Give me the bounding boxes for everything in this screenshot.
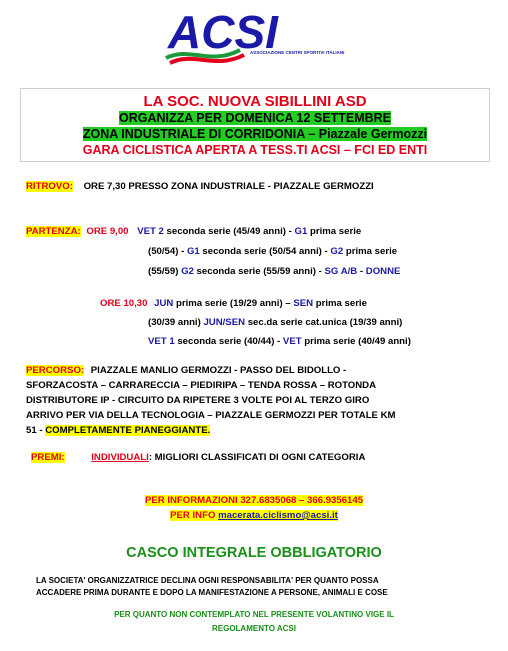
info-line-1: PER INFORMAZIONI 327.6835068 – 366.9356145 — [144, 495, 364, 506]
partenza-row-5: (30/39 anni) JUN/SEN sec.da serie cat.unica (19/39 anni) — [148, 317, 403, 328]
partenza-row-2: (50/54) - G1 seconda serie (50/54 anni) - G2 prima serie — [148, 246, 398, 257]
percorso-line-2: SFORZACOSTA – CARRARECCIA – PIEDIRIPA – TENDA ROSSA – ROTONDA — [26, 380, 377, 391]
premi-row — [26, 452, 365, 463]
title-line-1: LA SOC. NUOVA SIBILLINI ASD — [143, 93, 367, 110]
percorso-line-5: 51 - COMPLETAMENTE PIANEGGIANTE. — [26, 425, 211, 436]
title-line-2: ORGANIZZA PER DOMENICA 12 SETTEMBRE — [118, 111, 391, 125]
footer-line-1: PER QUANTO NON CONTEMPLATO NEL PRESENTE VOLANTINO VIGE IL — [114, 610, 394, 619]
info-line-2: PER INFO macerata.ciclismo@acsi.it — [170, 510, 338, 521]
logo-letters: ACSI — [168, 6, 278, 58]
percorso-label: PERCORSO: — [26, 365, 85, 376]
percorso-line-1: PERCORSO: PIAZZALE MANLIO GERMOZZI - PASSO DEL BIDOLLO - — [26, 365, 347, 376]
premi-text: : MIGLIORI CLASSIFICATI DI OGNI CATEGORIA — [148, 452, 366, 463]
partenza-row-4: ORE 10,30 JUN prima serie (19/29 anni) – SEN prima serie — [100, 298, 367, 309]
partenza-row-6: VET 1 seconda serie (40/44) - VET prima serie (40/49 anni) — [148, 336, 411, 347]
ritrovo-row — [26, 181, 374, 192]
title-line-4: GARA CICLISTICA APERTA A TESS.TI ACSI – FCI ED ENTI — [82, 143, 428, 157]
premi-individuali: INDIVIDUALI — [91, 452, 149, 463]
partenza-row-1: PARTENZA: ORE 9,00 VET 2 seconda serie (45/49 anni) - G1 prima serie — [26, 226, 362, 237]
premi-label: PREMI: — [31, 452, 65, 463]
percorso-highlight: COMPLETAMENTE PIANEGGIANTE. — [45, 425, 211, 436]
title-line-3: ZONA INDUSTRIALE DI CORRIDONIA – Piazzale Germozzi — [82, 127, 428, 141]
disclaimer-line-2: ACCADERE PRIMA DURANTE E DOPO LA MANIFESTAZIONE A PERSONE, ANIMALI E COSE — [36, 588, 388, 597]
partenza-row-3: (55/59) G2 seconda serie (55/59 anni) - SG A/B - DONNE — [148, 266, 401, 277]
acsi-logo — [160, 6, 345, 68]
ritrovo-text: ORE 7,30 PRESSO ZONA INDUSTRIALE - PIAZZALE GERMOZZI — [83, 181, 374, 192]
partenza-time-2: ORE 10,30 — [100, 298, 148, 309]
partenza-time-1: ORE 9,00 — [86, 226, 129, 237]
footer-line-2: REGOLAMENTO ACSI — [211, 624, 296, 633]
info-email-link[interactable]: macerata.ciclismo@acsi.it — [218, 510, 338, 521]
casco-heading: CASCO INTEGRALE OBBLIGATORIO — [126, 545, 382, 561]
disclaimer-line-1: LA SOCIETA' ORGANIZZATRICE DECLINA OGNI RESPONSABILITA' PER QUANTO POSSA — [36, 576, 379, 585]
partenza-label: PARTENZA: — [26, 226, 81, 237]
title-box — [20, 88, 490, 162]
acsi-logo-icon — [160, 6, 345, 68]
logo-subtitle: ASSOCIAZIONE CENTRI SPORTIVI ITALIANI — [250, 50, 345, 55]
percorso-line-4: ARRIVO PER VIA DELLA TECNOLOGIA – PIAZZALE GERMOZZI PER TOTALE KM — [26, 410, 396, 421]
ritrovo-label: RITROVO: — [26, 181, 73, 192]
percorso-line-3: DISTRIBUTORE IP - CIRCUITO DA RIPETERE 3 VOLTE POI AL TERZO GIRO — [26, 395, 370, 406]
